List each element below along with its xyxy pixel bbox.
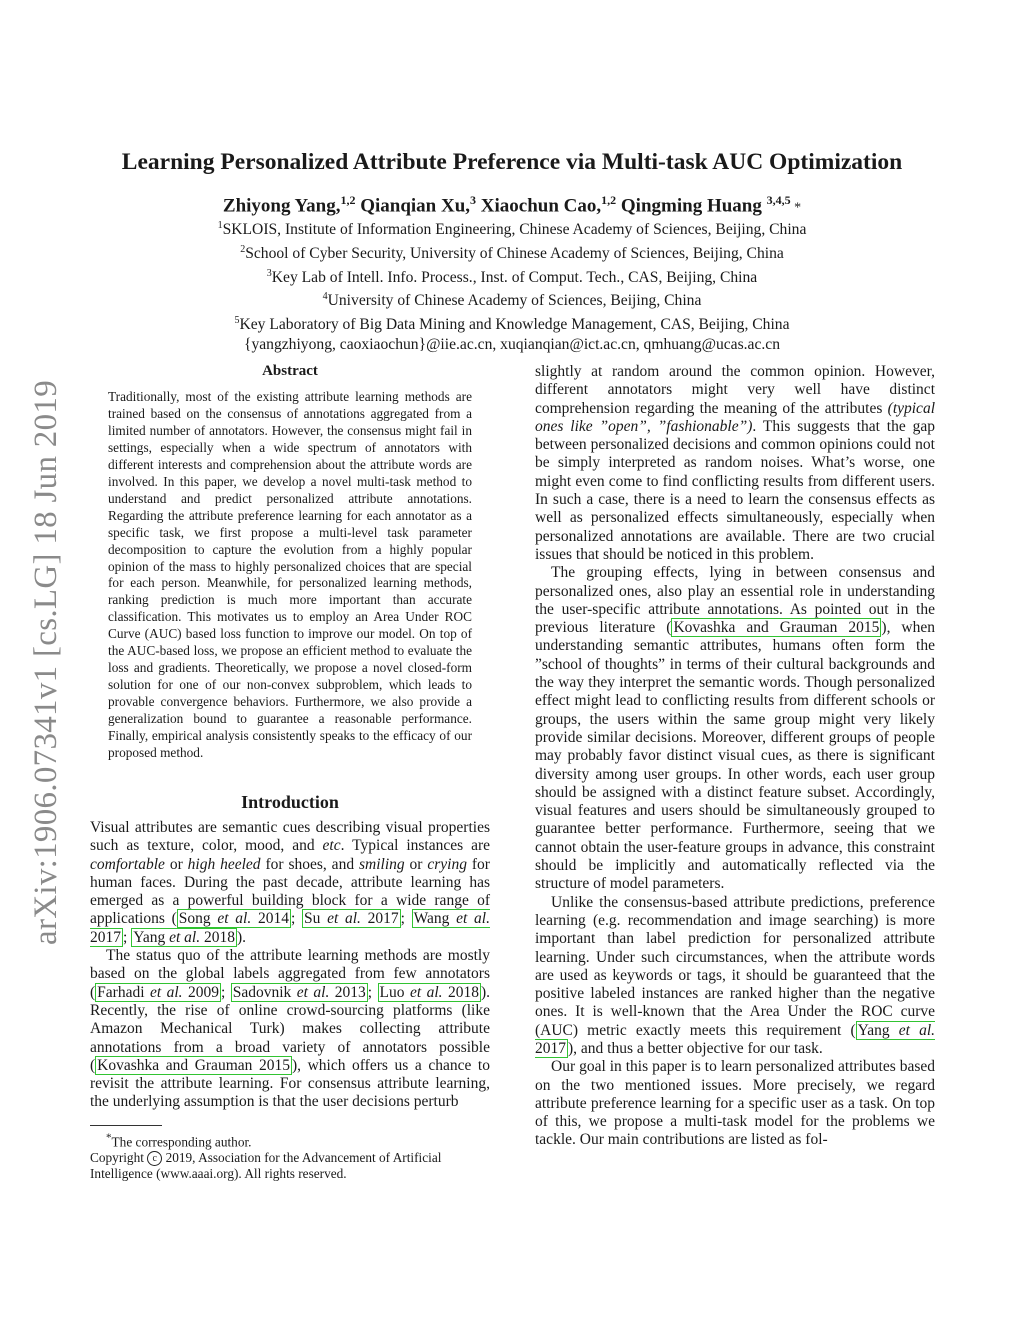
- abstract-body: Traditionally, most of the existing attribute learning methods are trained based on the consensus of annotations aggregated from a limited number of annotators. However, the consensus might fail in settings, especially when a wide spectrum of annotators with different interests and comprehension about the attribute words are involved. In this paper, we develop a novel multi-task method to understand and predict personalized attribute annotations. Regarding the attribute preference learning for each annotator as a specific task, we first propose a multi-level task parameter decomposition to capture the evolution from a highly popular opinion of the mass to highly personalized choices that are special for each person. Meanwhile, for personalized learning methods, ranking prediction is much more important than accurate classification. This motivates us to employ an Area Under ROC Curve (AUC) based loss function to improve our model. On top of the AUC-based loss, we propose an efficient method to evaluate the loss and gradients. Theoretically, we propose a novel closed-form solution for one of our non-convex subproblem, which leads to provable convergence behaviors. Furthermore, we also provide a generalization bound to guarantee a reasonable performance. Finally, empirical analysis consistently speaks to the efficacy of our proposed method.: [108, 389, 472, 761]
- author-affil-sup: 3,4,5: [766, 193, 791, 207]
- citation-link[interactable]: Sadovnik et al. 2013: [232, 983, 366, 1001]
- footnote-rule: [90, 1125, 162, 1126]
- intro-paragraph-2: The status quo of the attribute learning methods are mostly based on the global labels aggregated from few annotators ( Farhadi et al. 2009 ; Sadovnik et al. 2013 ; Luo et al. 2018 ). Recently, the rise of online crowd-sourcing platforms (like Amazon Mechanical Turk) makes collecting attribute annotations from a broad variety of annotators possible ( Kovashka and Grauman 2015 ), which offers us a chance to revisit the attribute learning. For consensus attribute learning, the underlying assumption is that the user decisions perturb: [90, 947, 491, 1111]
- citation-link[interactable]: Farhadi et al. 2009: [97, 983, 219, 1001]
- affiliation-list: [0, 216, 1024, 355]
- citation-link[interactable]: Yang et al. 2018: [133, 928, 235, 946]
- citation-link[interactable]: Wang et al. 2017: [90, 910, 490, 946]
- citation-link[interactable]: Yang et al. 2017: [535, 1021, 936, 1057]
- affiliation: $^1$SKLOIS, Institute of Information Engineering, Chinese Academy of Sciences, Beijing, China: [217, 220, 807, 239]
- author-name: Qianqian Xu,: [360, 195, 471, 217]
- footnote-block: [90, 1125, 490, 1182]
- author-name: Qingming Huang: [620, 195, 767, 217]
- right-column: [535, 363, 935, 1150]
- author-affil-sup: 1,2: [340, 193, 356, 207]
- body-paragraph: Unlike the consensus-based attribute predictions, preference learning (e.g. recommendation and image searching) is more important than label prediction for personalized attribute learning. Under such circumstances, when the attribute words are used as keywords or tags, it should be guaranteed that the positive labeled instances are ranked higher than the negative ones. It is well-known that the Area Under the ROC curve (AUC) metric exactly meets this requirement ( Yang et al. 2017 ), and thus a better objective for our task.: [535, 893, 936, 1057]
- citation-link[interactable]: Kovashka and Grauman 2015: [97, 1056, 290, 1074]
- arxiv-identifier-stamp: arXiv:1906.07341v1 [cs.LG] 18 Jun 2019: [28, 379, 64, 945]
- affiliation: $^5$Key Laboratory of Big Data Mining and Knowledge Management, CAS, Beijing, China: [234, 315, 790, 334]
- corresponding-author-footnote: *The corresponding author.: [106, 1132, 252, 1150]
- affiliation: $^3$Key Lab of Intell. Info. Process., Inst. of Comput. Tech., CAS, Beijing, China: [266, 267, 758, 286]
- author-list: [0, 193, 1024, 217]
- corresponding-author-mark: *: [790, 200, 802, 216]
- paper-title: Learning Personalized Attribute Preference via Multi-task AUC Optimization: [121, 149, 903, 175]
- author-name: Zhiyong Yang,: [222, 195, 341, 217]
- affiliation: $^2$School of Cyber Security, University of Chinese Academy of Sciences, Beijing, China: [240, 243, 784, 262]
- copyright-icon: c: [147, 1151, 162, 1166]
- left-column: [90, 363, 490, 1112]
- intro-paragraph-1: Visual attributes are semantic cues describing visual properties such as texture, color, mood, and etc. Typical instances are comfortable or high heeled for shoes, and smiling or crying for human faces. During the past decade, attribute learning has emerged as a powerful building block for a wide range of applications ( Song et al. 2014 ; Su et al. 2017 ; Wang et al. 2017 ; Yang et al. 2018 ).: [90, 818, 490, 946]
- citation-link[interactable]: Su et al. 2017: [303, 910, 399, 928]
- author-affil-sup: 3: [470, 193, 477, 207]
- author-name: Xiaochun Cao,: [480, 195, 602, 217]
- citation-link[interactable]: Luo et al. 2018: [379, 983, 479, 1001]
- body-paragraph: Our goal in this paper is to learn personalized attributes based on the two mentioned issues. More precisely, we regard attribute preference learning for a specific user as a task. On top of this, we propose a multi-task model for the problems we tackle. Our main contributions are listed as fol-: [535, 1058, 935, 1149]
- body-paragraph: The grouping effects, lying in between consensus and personalized ones, also play an essential role in understanding the user-specific attribute annotations. As pointed out in the previous literature ( Kovashka and Grauman 2015 ), when understanding semantic attributes, humans often form the ”school of thoughts” in terms of their cultural backgrounds and the way they interpret the semantic words. Though personalized effect might lead to conflicting results from different schools or groups, the users within the same group might very likely provide similar decisions. Moreover, different groups of people may probably favor distinct visual cues, as there is significant diversity among user groups. In other words, each user group should be assigned with a distinct feature subset. Accordingly, visual features and users should be simultaneously grouped to guarantee better performance. Furthermore, seeing that we cannot obtain the user-feature groups in advance, this constraint should be implicitly and automatically reflected via the structure of model parameters.: [535, 564, 935, 893]
- citation-link[interactable]: Kovashka and Grauman 2015: [673, 619, 880, 637]
- introduction-heading: Introduction: [241, 791, 339, 812]
- citation-link[interactable]: Song et al. 2014: [178, 910, 289, 928]
- copyright-notice: Copyright c 2019, Association for the Advancement of Artificial Intelligence (www.aaai.org). All rights reserved.: [90, 1150, 442, 1182]
- author-emails: {yangzhiyong, caoxiaochun}@iie.ac.cn, xuqianqian@ict.ac.cn, qmhuang@ucas.ac.cn: [243, 335, 781, 353]
- body-paragraph: slightly at random around the common opinion. However, different annotators might very well have distinct comprehension regarding the meaning of the attributes (typical ones like ”open”, ”fashionable”). This suggests that the gap between personalized decisions and common opinions could not be simply interpreted as random noises. What’s worse, one might even come to find conflicting results from different users. In such a case, there is a need to learn the consensus effects as well as personalized effects simultaneously, especially when personalized annotations are available. There are two crucial issues that should be noticed in this problem.: [535, 363, 935, 563]
- author-affil-sup: 1,2: [601, 193, 617, 207]
- abstract-heading: Abstract: [262, 363, 318, 379]
- affiliation: $^4$University of Chinese Academy of Sciences, Beijing, China: [322, 291, 702, 310]
